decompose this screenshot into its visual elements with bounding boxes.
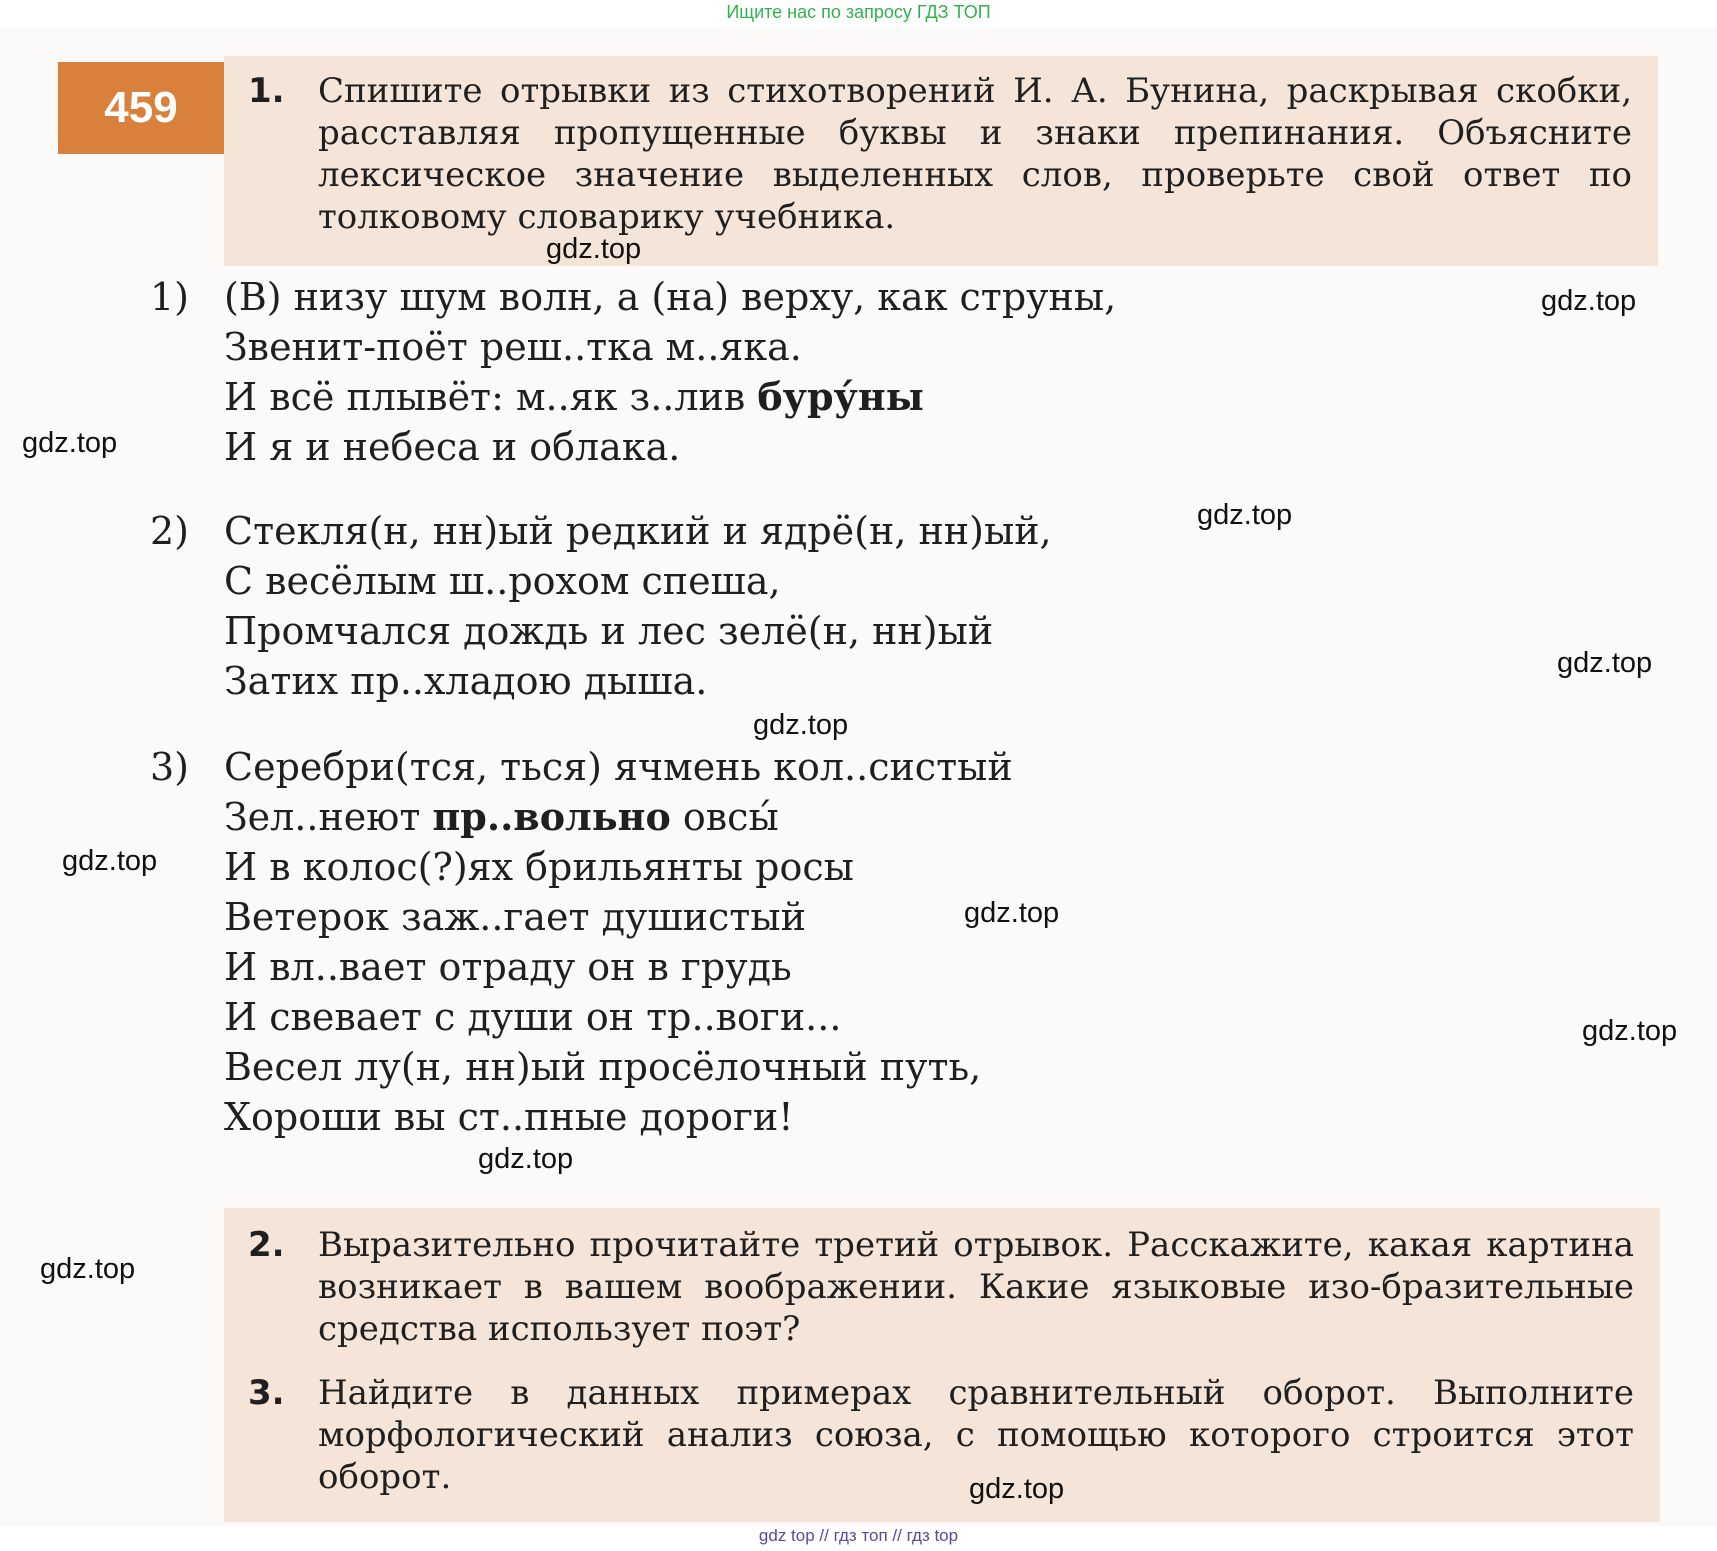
top-banner[interactable]: Ищите нас по запросу ГДЗ ТОП [726,2,991,22]
poem-2 [150,506,1052,706]
poem-3-line: Ветерок заж..гает душистый [224,895,806,939]
task2 [248,1224,1634,1350]
watermark: gdz.top [969,1473,1065,1505]
poem-3-line: И свевает с души он тр..воги... [224,995,842,1039]
poem-3-line [224,792,1013,842]
textbook-page [0,28,1717,1526]
task2-number: 2. [248,1225,285,1265]
poem-1-line [224,372,1116,422]
poem-1 [150,272,1116,472]
poem-3-line: Серебри(тся, ться) ячмень кол..систый [224,745,1013,789]
watermark: gdz.top [22,427,118,459]
poem-1-line: И я и небеса и облака. [224,425,681,469]
highlighted-word: буру́ны [757,374,924,419]
poem-3-number: 3) [150,745,190,789]
poem-3 [150,742,1013,1142]
watermark: gdz.top [964,897,1060,929]
watermark: gdz.top [1197,499,1293,531]
poem-2-line: С весёлым ш..рохом спеша, [224,559,781,603]
task3 [248,1372,1634,1498]
exercise-number-badge: 459 [58,62,224,154]
task1-number: 1. [248,71,285,111]
highlighted-word: пр..вольно [432,794,671,839]
watermark: gdz.top [1582,1015,1678,1047]
poem-1-number: 1) [150,275,190,319]
poem-2-line: Промчался дождь и лес зелё(н, нн)ый [224,609,994,653]
poem-2-line: Затих пр..хладою дыша. [224,659,708,703]
task3-number: 3. [248,1373,285,1413]
watermark: gdz.top [1557,647,1653,679]
poem-1-line: Звенит-поёт реш..тка м..яка. [224,325,802,369]
bottom-banner[interactable]: gdz top // гдз топ // гдз top [758,1526,959,1545]
watermark: gdz.top [546,233,642,265]
task1-text: Спишите отрывки из стихотворений И. А. Бунина, раскрывая скобки, расставляя пропущенные буквы и знаки препинания. Объясните лексическое значение выделенных слов, проверьте свой ответ по толковому словарику учебника. [318,71,1632,237]
watermark: gdz.top [753,709,849,741]
poem-3-line: И вл..вает отраду он в грудь [224,945,792,989]
poem-3-line-text: овсы́ [670,795,779,839]
watermark: gdz.top [478,1143,574,1175]
poem-1-line-text: И всё плывёт: м..як з..лив [224,375,758,419]
task2-text: Выразительно прочитайте третий отрывок. Расскажите, какая картина возникает в вашем воображении. Какие языковые изо-бразительные средства использует поэт? [318,1225,1634,1349]
poem-2-line: Стекля(н, нн)ый редкий и ядрё(н, нн)ый, [224,509,1052,553]
task3-text: Найдите в данных примерах сравнительный оборот. Выполните морфологический анализ союза, с помощью которого строится этот оборот. [318,1373,1634,1497]
poem-1-line: (В) низу шум волн, а (на) верху, как струны, [224,275,1117,319]
poem-3-line: Весел лу(н, нн)ый просёлочный путь, [224,1045,982,1089]
poem-2-number: 2) [150,509,190,553]
poem-3-line-text: Зел..неют [224,795,433,839]
poem-3-line: Хороши вы ст..пные дороги! [224,1095,794,1139]
watermark: gdz.top [40,1253,136,1285]
poem-3-line: И в колос(?)ях брильянты росы [224,845,854,889]
watermark: gdz.top [62,845,158,877]
task1 [248,70,1632,238]
watermark: gdz.top [1541,285,1637,317]
